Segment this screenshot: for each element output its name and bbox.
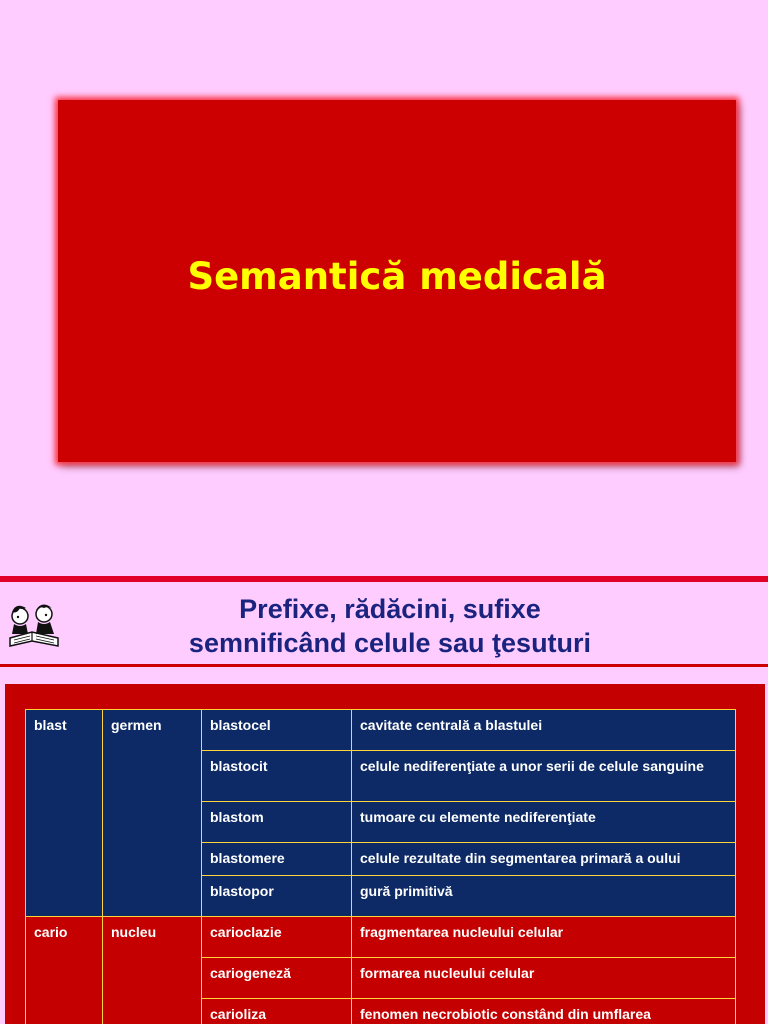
heading-underline <box>0 664 768 667</box>
definition-cell: celule nediferenţiate a unor serii de celule sanguine <box>352 751 736 802</box>
content-slide <box>0 582 768 1024</box>
meaning-cell: nucleu <box>103 917 202 1024</box>
table-row <box>26 917 736 958</box>
slide-title: Semantică medicală <box>187 254 607 298</box>
term-cell: blastopor <box>202 876 352 917</box>
meaning-cell: germen <box>103 710 202 917</box>
term-cell: carioclazie <box>202 917 352 958</box>
term-cell: blastomere <box>202 843 352 876</box>
title-box <box>58 100 736 462</box>
definition-cell: gură primitivă <box>352 876 736 917</box>
term-cell: carioliza <box>202 999 352 1024</box>
definition-cell: cavitate centrală a blastulei <box>352 710 736 751</box>
definition-cell: fenomen necrobiotic constând din umflarea <box>352 999 736 1024</box>
reading-figures-icon <box>2 594 66 654</box>
slide-heading <box>120 592 660 660</box>
root-cell: cario <box>26 917 103 1024</box>
definition-cell: tumoare cu elemente nediferenţiate <box>352 802 736 843</box>
term-cell: blastom <box>202 802 352 843</box>
terminology-table <box>25 709 736 1024</box>
table-row <box>26 710 736 751</box>
definition-cell: formarea nucleului celular <box>352 958 736 999</box>
term-cell: cariogeneză <box>202 958 352 999</box>
heading-line-1: Prefixe, rădăcini, sufixe <box>239 594 541 624</box>
root-cell: blast <box>26 710 103 917</box>
term-cell: blastocit <box>202 751 352 802</box>
term-cell: blastocel <box>202 710 352 751</box>
table-panel <box>5 684 765 1024</box>
definition-cell: celule rezultate din segmentarea primară a oului <box>352 843 736 876</box>
heading-line-2: semnificând celule sau ţesuturi <box>188 628 592 658</box>
definition-cell: fragmentarea nucleului celular <box>352 917 736 958</box>
